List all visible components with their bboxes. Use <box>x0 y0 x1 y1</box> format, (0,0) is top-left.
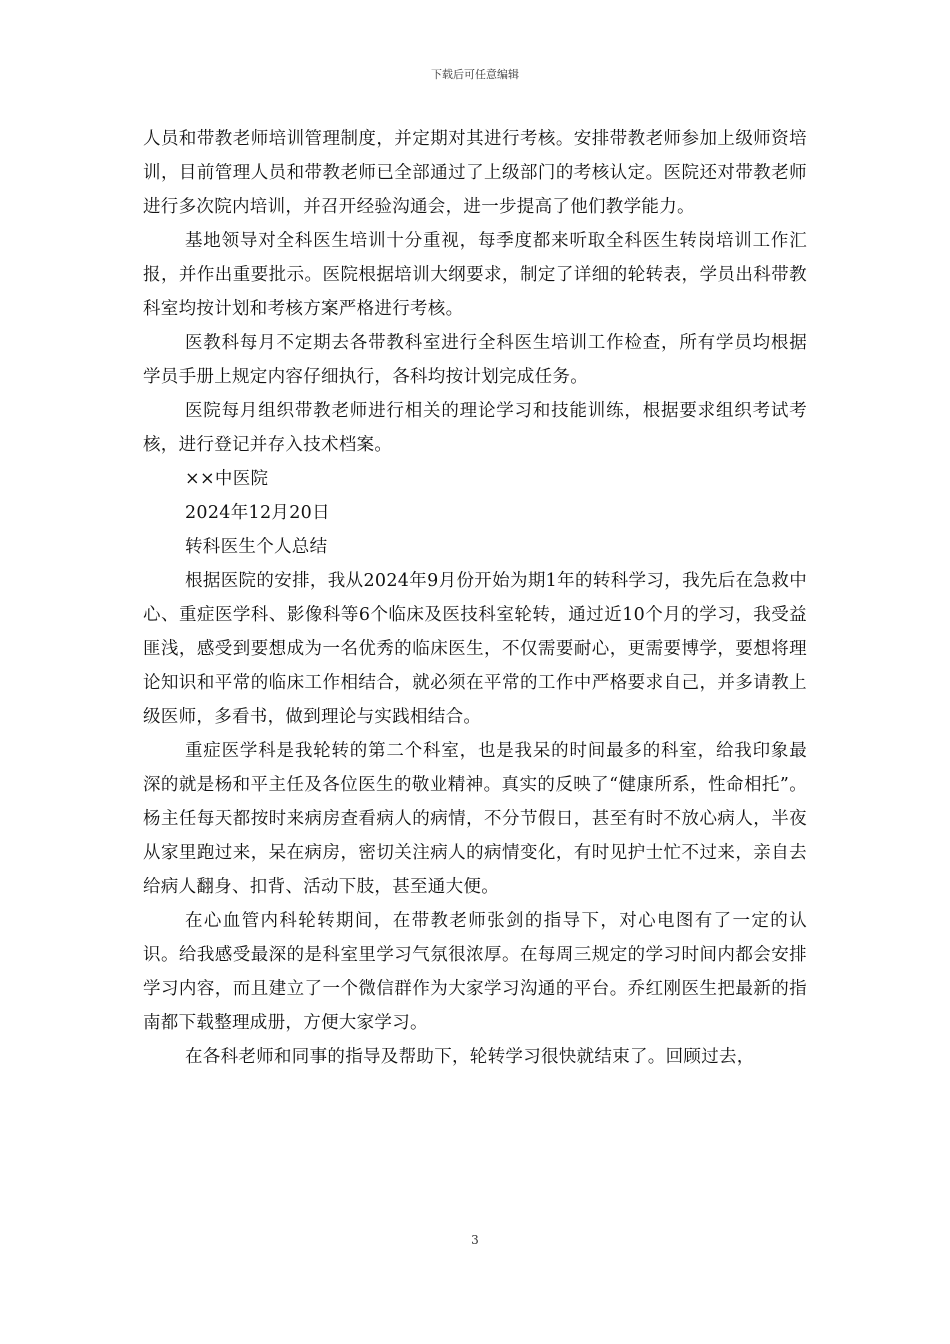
paragraph-continuation: 人员和带教老师培训管理制度，并定期对其进行考核。安排带教老师参加上级师资培训，目前管理人员和带教老师已全部通过了上级部门的考核认定。医院还对带教老师进行多次院内培训，并召开经验沟通会，进一步提高了他们教学能力。 <box>143 129 807 217</box>
paragraph: 基地领导对全科医生培训十分重视，每季度都来听取全科医生转岗培训工作汇报，并作出重要批示。医院根据培训大纲要求，制定了详细的轮转表，学员出科带教科室均按计划和考核方案严格进行考核。 <box>143 231 807 319</box>
page-number: 3 <box>471 1233 479 1247</box>
signature-date: 2024年12月20日 <box>185 503 330 523</box>
paragraph: 医教科每月不定期去各带教科室进行全科医生培训工作检查，所有学员均根据学员手册上规定内容仔细执行，各科均按计划完成任务。 <box>143 333 807 387</box>
section-title: 转科医生个人总结 <box>185 537 328 557</box>
document-body <box>143 122 807 1074</box>
paragraph: 重症医学科是我轮转的第二个科室，也是我呆的时间最多的科室，给我印象最深的就是杨和平主任及各位医生的敬业精神。真实的反映了“健康所系，性命相托”。杨主任每天都按时来病房查看病人的病情，不分节假日，甚至有时不放心病人，半夜从家里跑过来，呆在病房，密切关注病人的病情变化，有时见护士忙不过来，亲自去给病人翻身、扣背、活动下肢，甚至通大便。 <box>143 741 807 897</box>
paragraph: 在心血管内科轮转期间，在带教老师张剑的指导下，对心电图有了一定的认识。给我感受最深的是科室里学习气氛很浓厚。在每周三规定的学习时间内都会安排学习内容，而且建立了一个微信群作为大家学习沟通的平台。乔红刚医生把最新的指南都下载整理成册，方便大家学习。 <box>143 911 807 1033</box>
page-header: 下载后可任意编辑 <box>431 68 519 81</box>
signature-organization: ××中医院 <box>185 469 269 489</box>
paragraph: 在各科老师和同事的指导及帮助下，轮转学习很快就结束了。回顾过去， <box>185 1047 755 1067</box>
paragraph: 根据医院的安排，我从2024年9月份开始为期1年的转科学习，我先后在急救中心、重症医学科、影像科等6个临床及医技科室轮转，通过近10个月的学习，我受益匪浅，感受到要想成为一名优秀的临床医生，不仅需要耐心，更需要博学，要想将理论知识和平常的临床工作相结合，就必须在平常的工作中严格要求自己，并多请教上级医师，多看书，做到理论与实践相结合。 <box>143 571 807 727</box>
paragraph: 医院每月组织带教老师进行相关的理论学习和技能训练，根据要求组织考试考核，进行登记并存入技术档案。 <box>143 401 807 455</box>
